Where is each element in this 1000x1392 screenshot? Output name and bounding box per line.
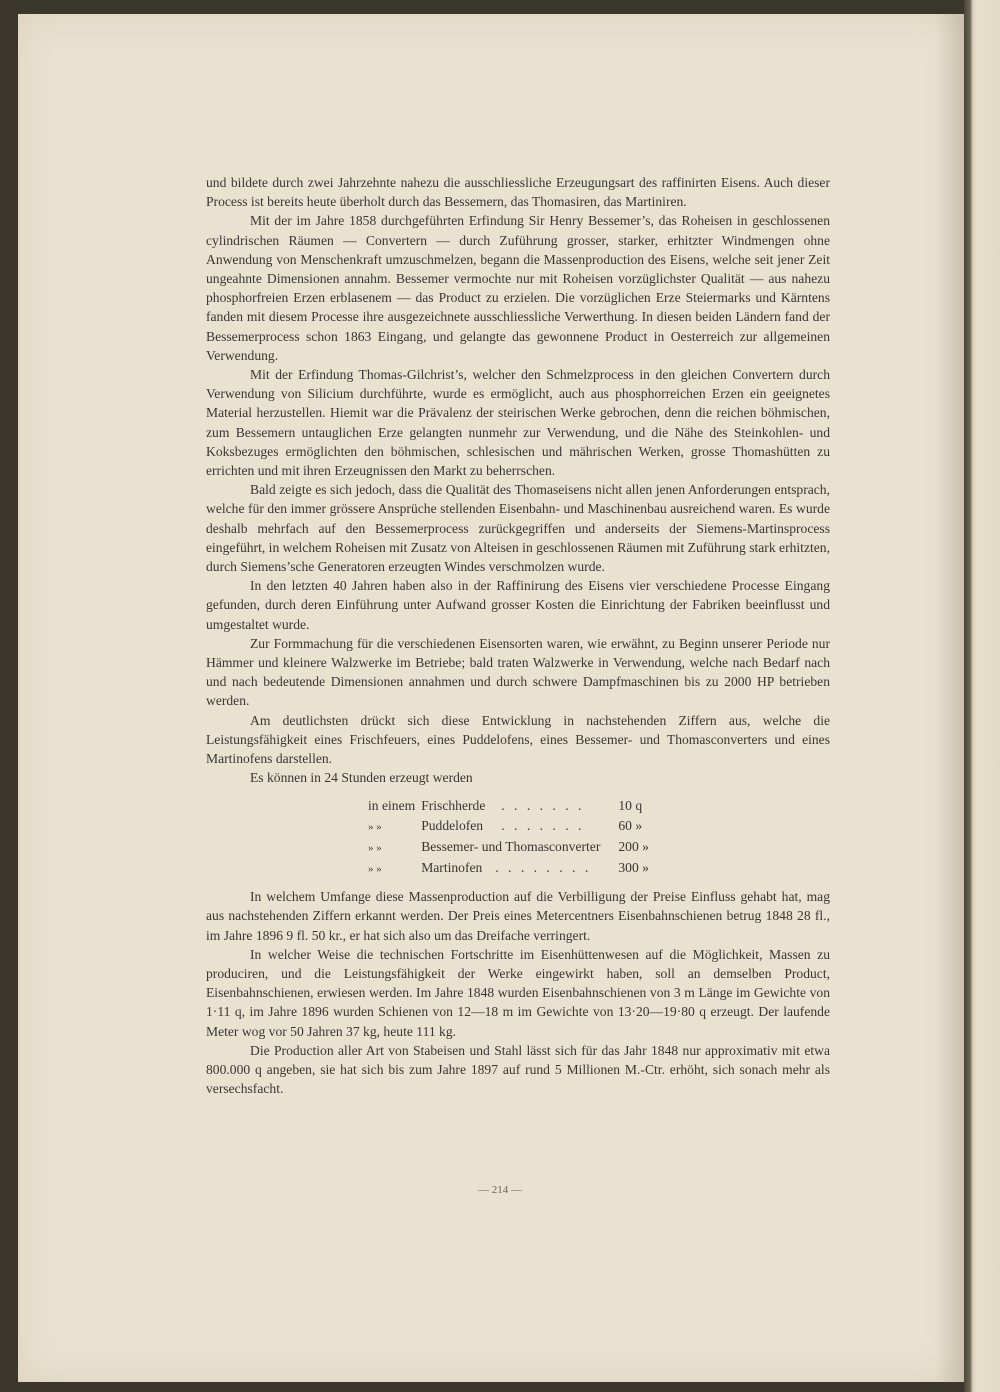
paragraph: Zur Formmachung für die verschiedenen Eisensorten waren, wie erwähnt, zu Beginn unserer Periode nur Hämmer und kleinere Walzwerke im Betriebe; bald traten Walzwerke in Verwendung, welche nach Bedarf nach und nach bedeutende Dimensionen annahmen und durch schwere Dampfmaschinen bis zu 2000 HP betrieben werden. (206, 635, 830, 709)
paragraph: Die Production aller Art von Stabeisen und Stahl lässt sich für das Jahr 1848 nur approximativ mit etwa 800.000 q angeben, sie hat sich bis zum Jahre 1897 auf rund 5 Millionen M.-Ctr. erhöht, sich sonach mehr als versechsfacht. (206, 1042, 830, 1097)
table-row (368, 816, 649, 837)
paragraph: Bald zeigte es sich jedoch, dass die Qualität des Thomaseisens nicht allen jenen Anforderungen entsprach, welche für den immer grössere Ansprüche stellenden Eisenbahn- und Maschinenbau ausreichend waren. Es wurde deshalb mehrfach auf den Bessemerprocess zurückgegriffen und anderseits der Siemens-Martinsprocess eingeführt, in welchem Roheisen mit Zusatz von Alteisen in geschlossenen Räumen mit Zuführung stark erhitzten, durch Siemens’sche Generatoren erzeugten Windes verschmolzen wurde. (206, 482, 830, 575)
scan-background-top (0, 0, 1000, 14)
page-body (206, 173, 830, 1098)
paragraph: Mit der Erfindung Thomas-Gilchrist’s, welcher den Schmelzprocess in den gleichen Convertern durch Verwendung von Silicium durchführte, wurde es ermöglicht, auch aus phosphorreichen Erzen ein geeignetes Material herzustellen. Hiemit war die Prävalenz der steirischen Werke gebrochen, denn die reichen böhmischen, zum Bessemern untauglichen Erze gelangten nunmehr zur Verwendung, und die Nähe des Steinkohlen- und Koksbezuges ermöglichten den böhmischen, schlesischen und mährischen Werken, grosse Thomashütten zu errichten und mit ihren Erzeugnissen den Markt zu beherrschen. (206, 367, 830, 479)
row-item: Martinofen (421, 859, 483, 875)
leader-dots: . . . . . . . (501, 817, 585, 833)
row-quantity: 300 » (618, 859, 649, 875)
row-item: Frischherde (421, 797, 486, 813)
row-prefix: in einem (368, 797, 416, 813)
row-item: Puddelofen (421, 817, 484, 833)
row-quantity: 60 » (618, 817, 643, 833)
page-number: — 214 — (478, 1184, 522, 1196)
paragraph: In welcher Weise die technischen Fortschritte im Eisenhüttenwesen auf die Möglichkeit, Massen zu produciren, und die Leistungsfähigkeit der Werke eingewirkt haben, soll an demselben Product, Eisenbahnschienen, erwiesen werden. Im Jahre 1848 wurden Eisenbahnschienen von 3 m Länge im Gewichte von 1·11 q, im Jahre 1896 wurden Schienen von 12—18 m im Gewichte von 13·20—19·80 q erzeugt. Der laufende Meter wog vor 50 Jahren 37 kg, heute 111 kg. (206, 946, 830, 1039)
paragraph: Am deutlichsten drückt sich diese Entwicklung in nachstehenden Ziffern aus, welche die Leistungsfähigkeit eines Frischfeuers, eines Puddelofens, eines Bessemer- und Thomasconverters und eines Martinofens darstellen. (206, 712, 830, 767)
leader-dots: . . . . . . . . (495, 859, 592, 875)
row-quantity: 200 » (618, 838, 649, 854)
paragraph: In welchem Umfange diese Massenproduction auf die Verbilligung der Preise Einfluss gehabt hat, mag aus nachstehenden Ziffern erkannt werden. Der Preis eines Metercentners Eisenbahnschienen betrug 1848 28 fl., im Jahre 1896 9 fl. 50 kr., er hat sich also um das Dreifache verringert. (206, 889, 830, 943)
table-row (368, 837, 649, 858)
row-prefix: » » (368, 841, 382, 854)
row-quantity: 10 q (618, 797, 643, 813)
row-prefix: » » (368, 862, 382, 875)
page-gutter-shadow (935, 14, 964, 1382)
table-row (368, 796, 649, 816)
paragraph: Es können in 24 Stunden erzeugt werden (250, 770, 473, 786)
leader-dots: . . . . . . . (501, 797, 585, 813)
paragraph: und bildete durch zwei Jahrzehnte nahezu die ausschliessliche Erzeugungsart des raffinirten Eisens. Auch dieser Process ist bereits heute überholt durch das Bessemern, das Thomasiren, das Martiniren. (206, 175, 830, 210)
row-prefix: » » (368, 820, 382, 833)
table-row (368, 858, 649, 879)
production-table (368, 796, 649, 880)
paragraph: In den letzten 40 Jahren haben also in der Raffinirung des Eisens vier verschiedene Processe Eingang gefunden, durch deren Einführung unter Aufwand grosser Kosten die Einrichtung der Fabriken beeinflusst und umgestaltet wurde. (206, 578, 830, 632)
row-item: Bessemer- und Thomasconverter (421, 838, 601, 854)
paragraph: Mit der im Jahre 1858 durchgeführten Erfindung Sir Henry Bessemer’s, das Roheisen in geschlossenen cylindrischen Räumen — Convertern — durch Zuführung grosser, starker, erhitzter Windmengen ohne Anwendung von Menschenkraft umzuschmelzen, begann die Massenproduction des Eisens, welche seit jener Zeit ungeahnte Dimensionen annahm. Bessemer vermochte nur mit Roheisen vorzüglichster Qualität — aus nahezu phosphorfreien Erzen erblasenem — das Product zu erzielen. Die vorzüglichen Erze Steiermarks und Kärntens fanden mit diesem Processe ihre ausgezeichnete ausschliessliche Verwerthung. In diesen beiden Ländern fand der Bessemerprocess schon 1863 Eingang, und gelangte das gewonnene Product in Oesterreich zur allgemeinen Verwendung. (206, 213, 830, 363)
